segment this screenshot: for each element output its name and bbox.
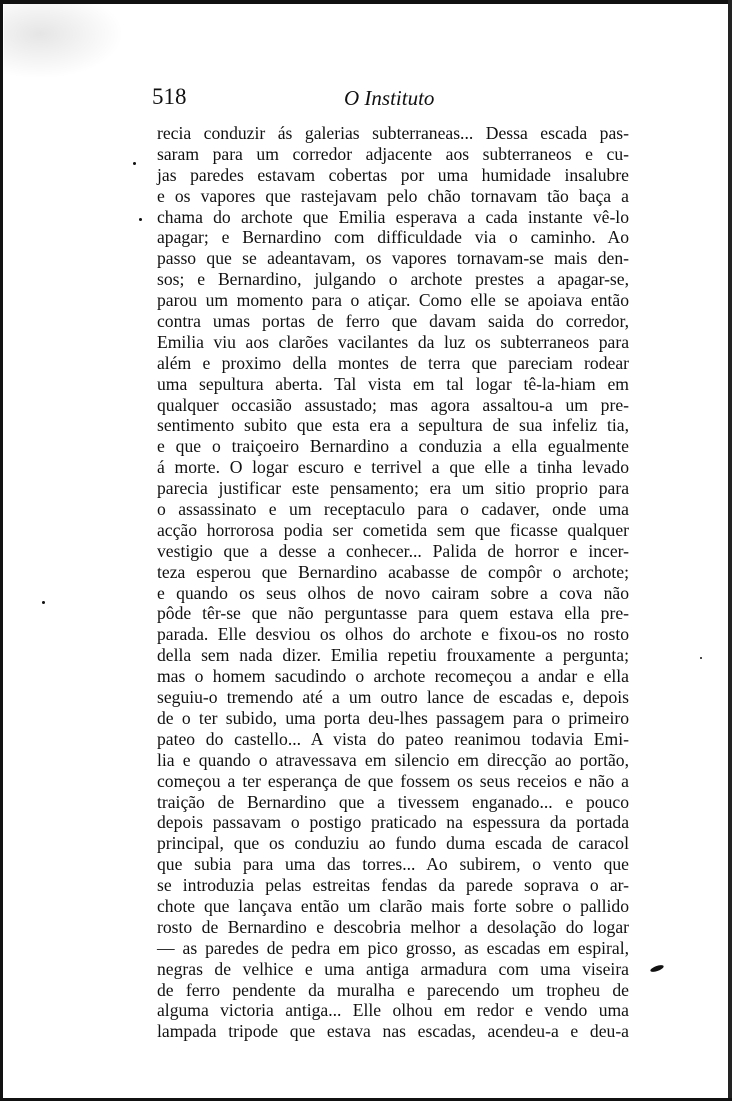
text-line: pateo do castello... A vista do pateo reanimou todavia Emi-	[157, 728, 629, 749]
page-number: 518	[152, 84, 187, 109]
text-line: chote que lançava então um clarão mais forte sobre o pallido	[157, 895, 629, 916]
text-line: Emilia viu aos clarões vacilantes da luz os subterraneos para	[157, 331, 629, 352]
text-line: acção horrorosa podia ser cometida sem que ficasse qualquer	[157, 519, 629, 540]
text-line: alguma victoria antiga... Elle olhou em redor e vendo uma	[157, 1000, 629, 1021]
text-line: vestigio que a desse a conhecer... Palida de horror e incer-	[157, 540, 629, 561]
text-line: e os vapores que rastejavam pelo chão tornavam tão baça a	[157, 185, 629, 206]
text-line: seguiu-o tremendo até a um outro lance de escadas e, depois	[157, 687, 629, 708]
text-line: saram para um corredor adjacente aos subterraneos e cu-	[157, 143, 629, 164]
journal-title: O Instituto	[344, 86, 435, 110]
text-line: o assassinato e um receptaculo para o cadaver, onde uma	[157, 499, 629, 520]
text-line: pôde têr-se que não perguntasse para quem estava ella pre-	[157, 603, 629, 624]
text-line: della sem nada dizer. Emilia repetiu frouxamente a pergunta;	[157, 645, 629, 666]
speck-mark	[700, 657, 702, 659]
text-line: chama do archote que Emilia esperava a cada instante vê-lo	[157, 206, 629, 227]
text-line: mas o homem sacudindo o archote recomeçou a andar e ella	[157, 666, 629, 687]
text-line: lampada tripode que estava nas escadas, acendeu-a e deu-a	[157, 1021, 629, 1042]
text-line: negras de velhice e uma antiga armadura com uma viseira	[157, 958, 629, 979]
text-line: parecia justificar este pensamento; era um sitio proprio para	[157, 478, 629, 499]
text-line: lia e quando o atravessava em silencio em direcção ao portão,	[157, 749, 629, 770]
scan-border-top	[0, 0, 732, 4]
text-line: recia conduzir ás galerias subterraneas... Dessa escada pas-	[157, 123, 629, 143]
text-line: começou a ter esperança de que fossem os seus receios e não a	[157, 770, 629, 791]
ink-blot	[650, 964, 665, 973]
scan-smudge	[4, 4, 124, 79]
text-line: parou um momento para o atiçar. Como elle se apoiava então	[157, 290, 629, 311]
text-line: passo que se adeantavam, os vapores tornavam-se mais den-	[157, 248, 629, 269]
speck-mark	[139, 218, 142, 221]
text-line: apagar; e Bernardino com difficuldade via o caminho. Ao	[157, 227, 629, 248]
text-line: uma sepultura aberta. Tal vista em tal logar tê-la-hiam em	[157, 373, 629, 394]
text-line: á morte. O logar escuro e terrivel a que elle a tinha levado	[157, 457, 629, 478]
body-text	[157, 123, 629, 1042]
text-line: de ferro pendente da muralha e parecendo um tropheu de	[157, 979, 629, 1000]
text-line: de o ter subido, uma porta deu-lhes passagem para o primeiro	[157, 707, 629, 728]
text-line: e que o traiçoeiro Bernardino a conduzia a ella egualmente	[157, 436, 629, 457]
text-line: depois passavam o postigo praticado na espessura da portada	[157, 812, 629, 833]
text-line: jas paredes estavam cobertas por uma humidade insalubre	[157, 164, 629, 185]
text-line: principal, que os conduziu ao fundo duma escada de caracol	[157, 833, 629, 854]
text-line: além e proximo della montes de terra que pareciam rodear	[157, 352, 629, 373]
text-line: parada. Elle desviou os olhos do archote e fixou-os no rosto	[157, 624, 629, 645]
text-line: qualquer occasião assustado; mas agora assaltou-a um pre-	[157, 394, 629, 415]
text-line: sos; e Bernardino, julgando o archote prestes a apagar-se,	[157, 269, 629, 290]
text-line: traição de Bernardino que a tivessem enganado... e pouco	[157, 791, 629, 812]
text-line: se introduzia pelas estreitas fendas da parede soprava o ar-	[157, 875, 629, 896]
text-line: teza esperou que Bernardino acabasse de compôr o archote;	[157, 561, 629, 582]
text-line: sentimento subito que esta era a sepultura de sua infeliz tia,	[157, 415, 629, 436]
text-line: rosto de Bernardino e descobria melhor a desolação do logar	[157, 916, 629, 937]
text-line: — as paredes de pedra em pico grosso, as escadas em espiral,	[157, 937, 629, 958]
scan-border-left	[0, 0, 3, 1101]
speck-mark	[133, 162, 136, 165]
text-line: contra umas portas de ferro que davam saida do corredor,	[157, 311, 629, 332]
running-head	[148, 84, 628, 114]
speck-mark	[42, 601, 45, 604]
scan-border-right	[728, 0, 732, 1101]
text-line: e quando os seus olhos de novo cairam sobre a cova não	[157, 582, 629, 603]
text-line: que subia para uma das torres... Ao subirem, o vento que	[157, 854, 629, 875]
